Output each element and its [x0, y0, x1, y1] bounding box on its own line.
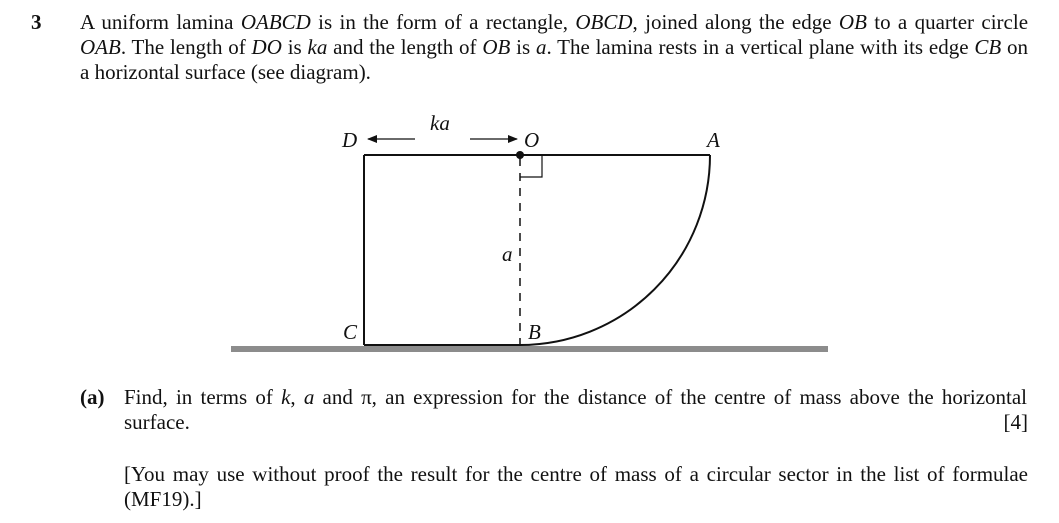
- formula-note: [You may use without proof the result for the centre of mass of a circular sector in the list of formulae (MF19).]: [124, 462, 1028, 511]
- stem-run: OB: [482, 35, 511, 59]
- stem-run: . The lamina rests in a vertical plane with its edge: [546, 35, 975, 59]
- stem-run: is in the form of a rectangle,: [310, 10, 576, 34]
- stem-run: OAB: [80, 35, 121, 59]
- part-a-label: (a): [80, 385, 105, 409]
- question-number: 3: [31, 10, 42, 34]
- part-a-run: ,: [290, 385, 304, 409]
- part-a-marks: [4]: [1003, 410, 1028, 434]
- stem-run: A uniform lamina: [80, 10, 241, 34]
- label-length-do: ka: [430, 111, 450, 135]
- label-a: A: [707, 128, 720, 152]
- label-d: D: [342, 128, 358, 152]
- horizontal-surface: [231, 346, 828, 352]
- part-a-run: a: [303, 385, 315, 409]
- stem-run: a: [535, 35, 547, 59]
- stem-run: OB: [838, 10, 867, 34]
- stem-run: is: [510, 35, 536, 59]
- stem-run: OBCD: [575, 10, 633, 34]
- stem-run: and the length of: [327, 35, 483, 59]
- arc-ab: [520, 155, 710, 345]
- stem-run: DO: [251, 35, 282, 59]
- part-a-text: [124, 385, 1027, 435]
- right-angle-marker: [520, 155, 542, 177]
- stem-run: . The length of: [120, 35, 252, 59]
- label-length-ob: a: [502, 242, 513, 266]
- part-a-run: k: [281, 385, 291, 409]
- stem-run: to a quarter circle: [866, 10, 1029, 34]
- stem-run: ka: [307, 35, 328, 59]
- part-a-run: and π, an expression for the distance of the centre of mass above the horizontal surface.: [124, 385, 1027, 434]
- part-a-run: Find, in terms of: [124, 385, 282, 409]
- stem-run: CB: [974, 35, 1002, 59]
- stem-run: on a horizontal surface (see diagram).: [80, 35, 1029, 84]
- point-o: [516, 151, 524, 159]
- stem-run: OABCD: [240, 10, 311, 34]
- label-c: C: [343, 320, 358, 344]
- stem-run: is: [281, 35, 308, 59]
- stem-run: , joined along the edge: [632, 10, 839, 34]
- label-o: O: [524, 128, 540, 152]
- label-b: B: [528, 320, 541, 344]
